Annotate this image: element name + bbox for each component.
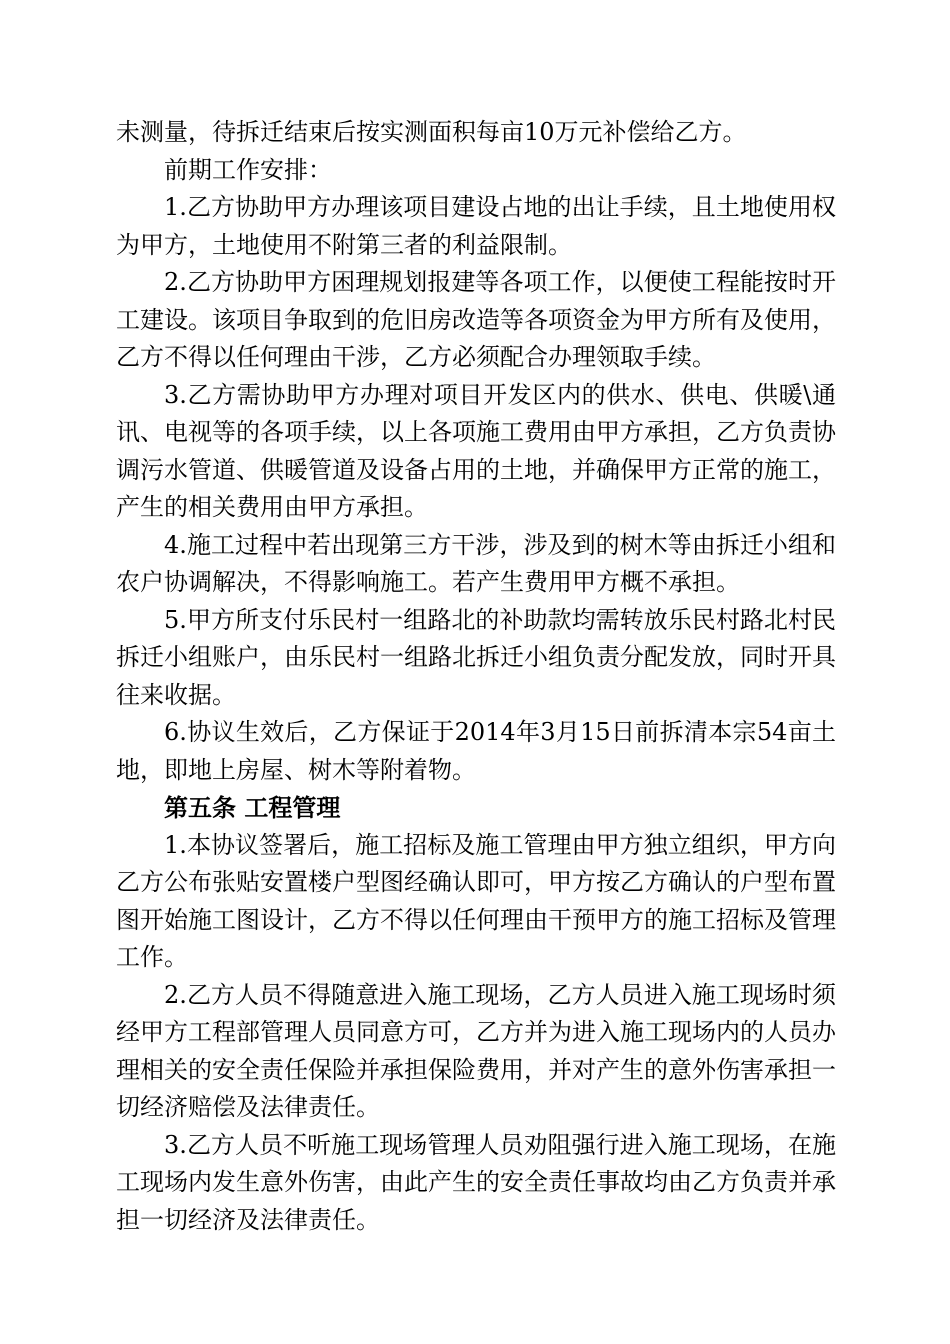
paragraph-continuation: 未测量，待拆迁结束后按实测面积每亩10万元补偿给乙方。 [116,118,747,146]
paragraph-article-5-item-3: 3.乙方人员不听施工现场管理人员劝阻强行进入施工现场，在施工现场内发生意外伤害，由此产生的安全责任事故均由乙方负责并承担一切经济及法律责任。 [116,1130,836,1234]
section-heading-article-5: 第五条 工程管理 [164,793,341,822]
paragraph-item-3: 3.乙方需协助甲方办理对项目开发区内的供水、供电、供暖\通讯、电视等的各项手续，以上各项施工费用由甲方承担，乙方负责协调污水管道、供暖管道及设备占用的土地，并确保甲方正常的施工，产生的相关费用由甲方承担。 [116,380,836,521]
paragraph-preliminary-heading: 前期工作安排： [164,155,332,184]
document-page [116,114,836,1239]
paragraph-item-2: 2.乙方协助甲方困理规划报建等各项工作，以便使工程能按时开工建设。该项目争取到的危旧房改造等各项资金为甲方所有及使用，乙方不得以任何理由干涉，乙方必须配合办理领取手续。 [116,268,836,371]
paragraph-item-1: 1.乙方协助甲方办理该项目建设占地的出让手续，且土地使用权为甲方，土地使用不附第三者的利益限制。 [116,193,836,259]
paragraph-item-6: 6.协议生效后，乙方保证于2014年3月15日前拆清本宗54亩土地，即地上房屋、树木等附着物。 [116,718,836,784]
paragraph-article-5-item-2: 2.乙方人员不得随意进入施工现场，乙方人员进入施工现场时须经甲方工程部管理人员同意方可，乙方并为进入施工现场内的人员办理相关的安全责任保险并承担保险费用，并对产生的意外伤害承担一切经济赔偿及法律责任。 [116,980,836,1121]
paragraph-item-4: 4.施工过程中若出现第三方干涉，涉及到的树木等由拆迁小组和农户协调解决，不得影响施工。若产生费用甲方概不承担。 [116,530,836,596]
paragraph-item-5: 5.甲方所支付乐民村一组路北的补助款均需转放乐民村路北村民拆迁小组账户，由乐民村一组路北拆迁小组负责分配发放，同时开具往来收据。 [116,605,836,709]
paragraph-article-5-item-1: 1.本协议签署后，施工招标及施工管理由甲方独立组织，甲方向乙方公布张贴安置楼户型图经确认即可，甲方按乙方确认的户型布置图开始施工图设计，乙方不得以任何理由干预甲方的施工招标及管理工作。 [116,830,836,971]
